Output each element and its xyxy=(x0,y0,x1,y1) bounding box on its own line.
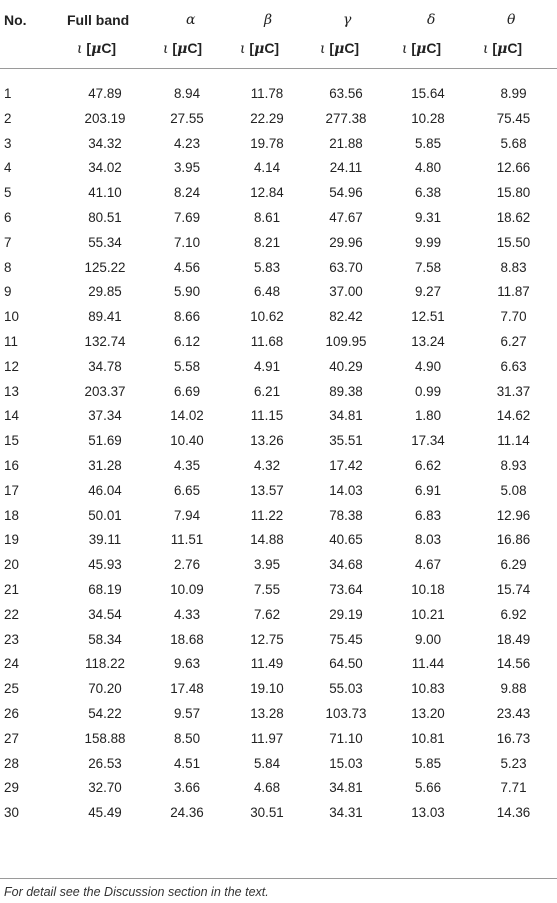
table-row xyxy=(0,677,557,702)
value-cell: 10.09 xyxy=(170,581,204,597)
value-cell: 30.51 xyxy=(250,805,284,821)
value-cell: 14.36 xyxy=(496,805,531,821)
value-cell: 4.67 xyxy=(414,557,442,573)
value-cell: 47.89 xyxy=(88,86,122,101)
row-number-cell: 9 xyxy=(4,284,12,300)
value-cell: 32.70 xyxy=(88,780,122,796)
header-unit-gamma: ι [μC] xyxy=(320,40,360,57)
value-cell: 11.68 xyxy=(250,333,284,349)
value-cell: 19.78 xyxy=(250,135,284,151)
row-number-cell: 23 xyxy=(4,631,19,647)
value-cell: 10.28 xyxy=(411,110,445,126)
value-cell: 12.66 xyxy=(496,160,531,176)
value-cell: 35.51 xyxy=(329,433,363,449)
table-row xyxy=(0,231,557,256)
table-row xyxy=(0,652,557,677)
value-cell: 8.94 xyxy=(173,86,201,101)
value-cell: 13.28 xyxy=(250,705,284,721)
header-unit-beta: ι [μC] xyxy=(240,40,280,57)
value-cell: 19.10 xyxy=(250,681,284,697)
value-cell: 4.68 xyxy=(253,780,281,796)
table-row xyxy=(0,404,557,429)
value-cell: 34.81 xyxy=(329,780,363,796)
value-cell: 8.66 xyxy=(173,309,201,325)
value-cell: 39.11 xyxy=(88,532,122,548)
value-cell: 12.96 xyxy=(496,507,531,523)
value-cell: 63.56 xyxy=(329,86,363,101)
value-cell: 55.34 xyxy=(88,234,122,250)
value-cell: 13.20 xyxy=(411,705,445,721)
row-number-cell: 26 xyxy=(4,705,19,721)
row-number-cell: 3 xyxy=(4,135,12,151)
header-full-band: Full band xyxy=(67,12,130,28)
row-number-cell: 14 xyxy=(4,408,19,424)
value-cell: 14.03 xyxy=(329,482,363,498)
table-header xyxy=(0,0,557,70)
row-number-cell: 30 xyxy=(4,805,19,821)
value-cell: 11.87 xyxy=(497,284,530,300)
value-cell: 3.95 xyxy=(173,160,201,176)
value-cell: 11.44 xyxy=(411,656,445,672)
value-cell: 34.31 xyxy=(329,805,363,821)
value-cell: 203.37 xyxy=(84,383,126,399)
value-cell: 64.50 xyxy=(329,656,363,672)
value-cell: 125.22 xyxy=(84,259,126,275)
value-cell: 11.14 xyxy=(497,433,530,449)
value-cell: 6.38 xyxy=(414,185,442,201)
value-cell: 15.50 xyxy=(496,234,531,250)
value-cell: 5.90 xyxy=(173,284,201,300)
value-cell: 109.95 xyxy=(325,333,367,349)
value-cell: 13.03 xyxy=(411,805,445,821)
value-cell: 34.81 xyxy=(329,408,363,424)
table-row xyxy=(0,206,557,231)
value-cell: 63.70 xyxy=(329,259,363,275)
value-cell: 75.45 xyxy=(496,110,531,126)
value-cell: 10.18 xyxy=(411,581,445,597)
value-cell: 58.34 xyxy=(88,631,122,647)
row-number-cell: 20 xyxy=(4,557,19,573)
value-cell: 4.90 xyxy=(414,358,442,374)
value-cell: 31.37 xyxy=(496,383,531,399)
value-cell: 4.35 xyxy=(173,457,201,473)
value-cell: 277.38 xyxy=(325,110,367,126)
value-cell: 54.96 xyxy=(329,185,363,201)
value-cell: 45.49 xyxy=(88,805,122,821)
value-cell: 132.74 xyxy=(84,333,126,349)
value-cell: 5.85 xyxy=(414,755,442,771)
value-cell: 47.67 xyxy=(329,209,363,225)
table-row xyxy=(0,256,557,281)
table-row xyxy=(0,305,557,330)
value-cell: 89.38 xyxy=(329,383,363,399)
value-cell: 18.49 xyxy=(496,631,531,647)
value-cell: 54.22 xyxy=(88,705,122,721)
row-number-cell: 24 xyxy=(4,656,19,672)
value-cell: 41.10 xyxy=(88,185,122,201)
table-row xyxy=(0,181,557,206)
row-number-cell: 5 xyxy=(4,185,12,201)
value-cell: 6.48 xyxy=(253,284,281,300)
value-cell: 6.69 xyxy=(173,383,201,399)
value-cell: 11.49 xyxy=(250,656,284,672)
value-cell: 3.95 xyxy=(253,557,281,573)
row-number-cell: 11 xyxy=(4,333,18,349)
header-unit-theta: ι [μC] xyxy=(483,40,523,57)
header-divider xyxy=(0,68,557,69)
table-row xyxy=(0,727,557,752)
value-cell: 15.80 xyxy=(496,185,531,201)
header-theta: θ xyxy=(507,12,516,28)
value-cell: 7.58 xyxy=(414,259,442,275)
value-cell: 9.88 xyxy=(500,681,527,697)
value-cell: 15.03 xyxy=(329,755,363,771)
value-cell: 12.84 xyxy=(250,185,284,201)
table-row xyxy=(0,504,557,529)
value-cell: 6.92 xyxy=(500,606,527,622)
value-cell: 17.34 xyxy=(411,433,445,449)
value-cell: 10.21 xyxy=(411,606,445,622)
value-cell: 6.63 xyxy=(500,358,527,374)
value-cell: 7.70 xyxy=(500,309,527,325)
value-cell: 103.73 xyxy=(325,705,367,721)
table-row xyxy=(0,280,557,305)
value-cell: 5.84 xyxy=(253,755,281,771)
value-cell: 18.68 xyxy=(170,631,204,647)
value-cell: 4.56 xyxy=(173,259,201,275)
value-cell: 21.88 xyxy=(329,135,363,151)
table-body xyxy=(0,82,557,826)
value-cell: 14.62 xyxy=(496,408,531,424)
value-cell: 4.91 xyxy=(253,358,281,374)
value-cell: 4.33 xyxy=(173,606,201,622)
row-number-cell: 6 xyxy=(4,209,12,225)
value-cell: 11.97 xyxy=(250,730,284,746)
value-cell: 24.11 xyxy=(329,160,363,176)
value-cell: 34.78 xyxy=(88,358,122,374)
value-cell: 8.93 xyxy=(500,457,527,473)
value-cell: 18.62 xyxy=(496,209,531,225)
row-number-cell: 10 xyxy=(4,309,19,325)
value-cell: 34.68 xyxy=(329,557,363,573)
value-cell: 82.42 xyxy=(329,309,363,325)
value-cell: 80.51 xyxy=(88,209,122,225)
value-cell: 14.56 xyxy=(496,656,531,672)
value-cell: 203.19 xyxy=(84,110,126,126)
value-cell: 9.00 xyxy=(414,631,442,647)
value-cell: 9.99 xyxy=(414,234,442,250)
table-row xyxy=(0,355,557,380)
value-cell: 34.02 xyxy=(88,160,122,176)
value-cell: 29.85 xyxy=(88,284,122,300)
value-cell: 0.99 xyxy=(414,383,442,399)
value-cell: 73.64 xyxy=(329,581,363,597)
value-cell: 14.02 xyxy=(170,408,204,424)
value-cell: 5.58 xyxy=(173,358,201,374)
value-cell: 8.50 xyxy=(173,730,201,746)
value-cell: 7.69 xyxy=(173,209,201,225)
value-cell: 7.10 xyxy=(173,234,201,250)
value-cell: 9.31 xyxy=(414,209,442,225)
value-cell: 7.55 xyxy=(253,581,281,597)
row-number-cell: 4 xyxy=(4,160,12,176)
value-cell: 34.32 xyxy=(88,135,122,151)
value-cell: 17.48 xyxy=(170,681,204,697)
value-cell: 11.15 xyxy=(250,408,284,424)
value-cell: 10.81 xyxy=(411,730,445,746)
value-cell: 11.51 xyxy=(170,532,204,548)
header-no: No. xyxy=(4,12,27,28)
value-cell: 5.23 xyxy=(500,755,527,771)
header-beta: β xyxy=(264,12,273,28)
footer-divider xyxy=(0,878,557,879)
row-number-cell: 1 xyxy=(4,86,12,101)
value-cell: 16.86 xyxy=(496,532,531,548)
header-unit-delta: ι [μC] xyxy=(402,40,442,57)
value-cell: 75.45 xyxy=(329,631,363,647)
value-cell: 34.54 xyxy=(88,606,122,622)
table-row xyxy=(0,107,557,132)
value-cell: 31.28 xyxy=(88,457,122,473)
value-cell: 3.66 xyxy=(173,780,201,796)
value-cell: 46.04 xyxy=(88,482,122,498)
value-cell: 12.51 xyxy=(411,309,445,325)
table-row xyxy=(0,132,557,157)
value-cell: 8.83 xyxy=(500,259,527,275)
value-cell: 45.93 xyxy=(88,557,122,573)
row-number-cell: 28 xyxy=(4,755,19,771)
row-number-cell: 29 xyxy=(4,780,19,796)
value-cell: 8.03 xyxy=(414,532,442,548)
value-cell: 6.21 xyxy=(253,383,281,399)
value-cell: 4.51 xyxy=(173,755,201,771)
value-cell: 14.88 xyxy=(250,532,284,548)
data-table xyxy=(0,82,557,826)
table-footnote: For detail see the Discussion section in the text. xyxy=(4,885,269,899)
row-number-cell: 19 xyxy=(4,532,19,548)
table-row xyxy=(0,454,557,479)
table-row xyxy=(0,330,557,355)
table-row xyxy=(0,578,557,603)
table-row xyxy=(0,82,557,107)
value-cell: 71.10 xyxy=(329,730,363,746)
value-cell: 89.41 xyxy=(88,309,122,325)
row-number-cell: 17 xyxy=(4,482,19,498)
value-cell: 5.85 xyxy=(414,135,442,151)
value-cell: 8.21 xyxy=(253,234,281,250)
value-cell: 50.01 xyxy=(88,507,122,523)
row-number-cell: 12 xyxy=(4,358,19,374)
table-row xyxy=(0,603,557,628)
table-row xyxy=(0,553,557,578)
value-cell: 5.83 xyxy=(253,259,281,275)
row-number-cell: 8 xyxy=(4,259,12,275)
value-cell: 5.08 xyxy=(500,482,527,498)
value-cell: 7.62 xyxy=(253,606,281,622)
value-cell: 16.73 xyxy=(496,730,531,746)
row-number-cell: 13 xyxy=(4,383,19,399)
value-cell: 29.19 xyxy=(329,606,363,622)
value-cell: 5.68 xyxy=(500,135,527,151)
value-cell: 12.75 xyxy=(250,631,284,647)
value-cell: 8.24 xyxy=(173,185,201,201)
value-cell: 8.99 xyxy=(500,86,527,101)
header-delta: δ xyxy=(427,12,436,28)
value-cell: 158.88 xyxy=(84,730,126,746)
value-cell: 4.32 xyxy=(253,457,281,473)
value-cell: 26.53 xyxy=(88,755,122,771)
value-cell: 13.26 xyxy=(250,433,284,449)
value-cell: 8.61 xyxy=(253,209,281,225)
row-number-cell: 2 xyxy=(4,110,12,126)
value-cell: 10.62 xyxy=(250,309,284,325)
value-cell: 6.91 xyxy=(414,482,442,498)
value-cell: 9.27 xyxy=(414,284,442,300)
value-cell: 13.57 xyxy=(250,482,284,498)
value-cell: 10.40 xyxy=(170,433,204,449)
value-cell: 29.96 xyxy=(329,234,363,250)
value-cell: 11.22 xyxy=(250,507,284,523)
table-row xyxy=(0,429,557,454)
row-number-cell: 15 xyxy=(4,433,19,449)
value-cell: 23.43 xyxy=(496,705,531,721)
value-cell: 15.64 xyxy=(411,86,445,101)
value-cell: 2.76 xyxy=(173,557,201,573)
row-number-cell: 7 xyxy=(4,234,12,250)
value-cell: 6.62 xyxy=(414,457,442,473)
table-row xyxy=(0,528,557,553)
value-cell: 70.20 xyxy=(88,681,122,697)
table-row xyxy=(0,479,557,504)
row-number-cell: 27 xyxy=(4,730,19,746)
value-cell: 9.57 xyxy=(173,705,201,721)
value-cell: 15.74 xyxy=(496,581,531,597)
value-cell: 24.36 xyxy=(170,805,204,821)
value-cell: 4.14 xyxy=(253,160,281,176)
value-cell: 11.78 xyxy=(250,86,284,101)
table-row xyxy=(0,801,557,826)
table-row xyxy=(0,156,557,181)
header-alpha: α xyxy=(186,12,196,28)
value-cell: 6.83 xyxy=(414,507,442,523)
value-cell: 4.23 xyxy=(173,135,201,151)
value-cell: 27.55 xyxy=(170,110,204,126)
value-cell: 6.12 xyxy=(173,333,201,349)
value-cell: 4.80 xyxy=(414,160,442,176)
row-number-cell: 16 xyxy=(4,457,19,473)
value-cell: 10.83 xyxy=(411,681,445,697)
row-number-cell: 22 xyxy=(4,606,19,622)
value-cell: 55.03 xyxy=(329,681,363,697)
value-cell: 1.80 xyxy=(414,408,442,424)
row-number-cell: 21 xyxy=(4,581,19,597)
row-number-cell: 25 xyxy=(4,681,19,697)
value-cell: 5.66 xyxy=(414,780,442,796)
table-row xyxy=(0,380,557,405)
table-row xyxy=(0,702,557,727)
value-cell: 17.42 xyxy=(329,457,363,473)
value-cell: 40.65 xyxy=(329,532,363,548)
value-cell: 13.24 xyxy=(411,333,445,349)
value-cell: 6.29 xyxy=(500,557,527,573)
value-cell: 78.38 xyxy=(329,507,363,523)
value-cell: 37.00 xyxy=(329,284,363,300)
value-cell: 6.65 xyxy=(173,482,201,498)
header-gamma: γ xyxy=(343,12,352,28)
value-cell: 7.71 xyxy=(500,780,527,796)
value-cell: 22.29 xyxy=(250,110,284,126)
table-row xyxy=(0,776,557,801)
value-cell: 37.34 xyxy=(88,408,122,424)
header-unit-alpha: ι [μC] xyxy=(163,40,203,57)
value-cell: 40.29 xyxy=(329,358,363,374)
table-row xyxy=(0,628,557,653)
header-unit-full-band: ι [μC] xyxy=(77,40,117,57)
value-cell: 68.19 xyxy=(88,581,122,597)
value-cell: 6.27 xyxy=(500,333,527,349)
value-cell: 9.63 xyxy=(173,656,201,672)
value-cell: 51.69 xyxy=(88,433,122,449)
row-number-cell: 18 xyxy=(4,507,19,523)
value-cell: 118.22 xyxy=(85,656,125,672)
value-cell: 7.94 xyxy=(173,507,201,523)
table-row xyxy=(0,752,557,777)
